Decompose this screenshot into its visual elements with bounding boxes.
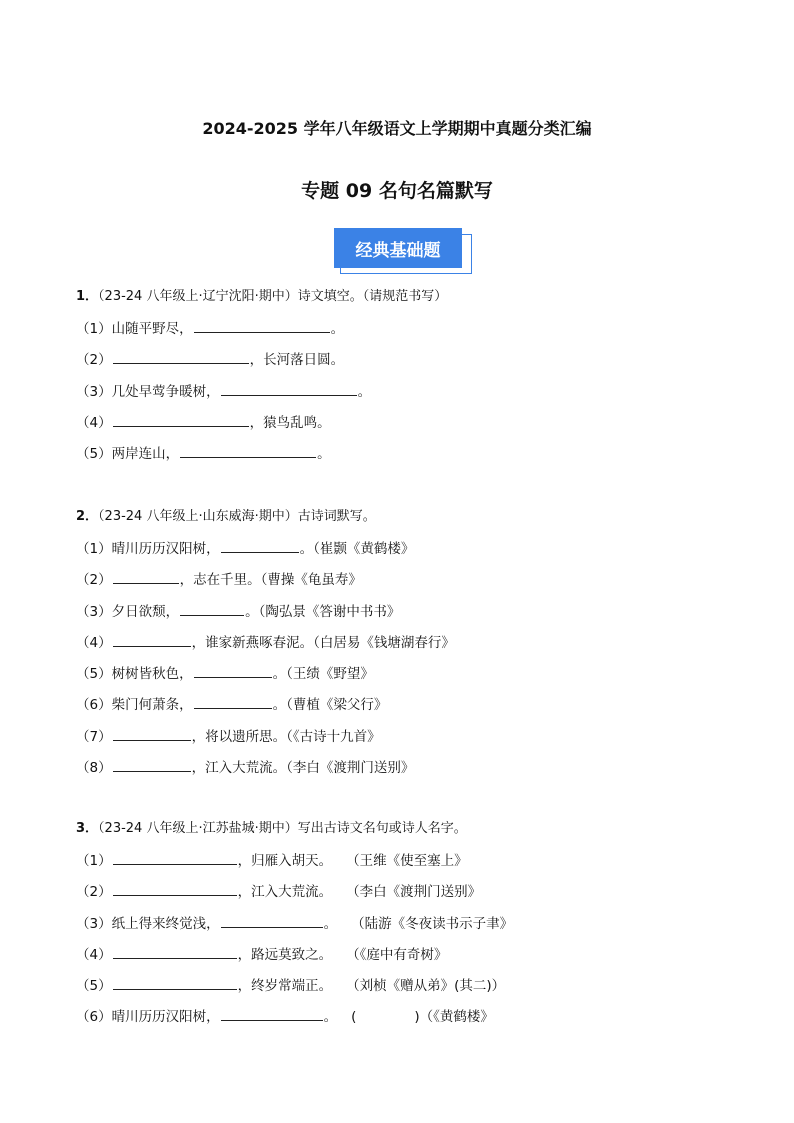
- item-label: （5）: [76, 666, 112, 683]
- question-2: [76, 507, 726, 788]
- answer-blank[interactable]: [113, 349, 249, 364]
- question-number: 3．: [76, 821, 99, 836]
- item-text: 。: [323, 915, 338, 932]
- list-item: [76, 850, 726, 881]
- question-number: 1．: [76, 289, 99, 304]
- list-item: [76, 443, 726, 474]
- item-label: （1）: [76, 853, 112, 869]
- question-title: [76, 507, 726, 527]
- item-source: （李白《渡荆门送别》: [286, 760, 415, 777]
- item-text: 树树皆秋色，: [111, 666, 193, 683]
- question-number: 2．: [76, 509, 99, 524]
- item-source: （曹植《梁父行》: [286, 697, 388, 714]
- item-text: 几处早莺争暖树，: [111, 383, 220, 400]
- item-source: （王维《使至塞上》: [346, 853, 468, 869]
- item-label: （4）: [76, 634, 112, 651]
- item-text: 晴川历历汉阳树，: [111, 1009, 220, 1026]
- list-item: [76, 318, 726, 349]
- list-item: [76, 632, 726, 663]
- list-item: [76, 757, 726, 788]
- item-source: （陶弘景《答谢中书书》: [258, 603, 401, 620]
- list-item: [76, 944, 726, 975]
- answer-blank[interactable]: [113, 944, 237, 959]
- item-text: ，归雁入胡天。: [237, 853, 333, 869]
- item-text: 。: [357, 383, 372, 400]
- badge-label: 经典基础题: [334, 228, 462, 268]
- item-text: 纸上得来终觉浅，: [111, 915, 220, 932]
- item-label: （4）: [76, 946, 112, 963]
- item-label: （2）: [76, 884, 112, 901]
- answer-blank[interactable]: [221, 913, 323, 928]
- item-source: (: [351, 1009, 357, 1026]
- list-item: [76, 412, 726, 443]
- item-source: （《庭中有奇树》: [346, 946, 448, 963]
- item-source: （曹操《龟虽寿》: [260, 572, 362, 589]
- answer-blank[interactable]: [113, 850, 237, 865]
- item-text: 。: [272, 697, 287, 714]
- item-text: ，猿鸟乱鸣。: [249, 414, 331, 431]
- list-item: [76, 569, 726, 600]
- item-text: ，江入大荒流。: [237, 884, 333, 901]
- item-text: 两岸连山，: [111, 446, 180, 463]
- document-title: 2024-2025 学年八年级语文上学期期中真题分类汇编: [202, 119, 592, 138]
- item-source: （刘桢《赠从弟》(其二)）: [346, 978, 506, 995]
- list-item: [76, 349, 726, 380]
- answer-blank[interactable]: [113, 569, 179, 584]
- item-source: （《古诗十九首》: [286, 728, 381, 745]
- answer-blank[interactable]: [180, 601, 244, 616]
- answer-blank[interactable]: [221, 381, 357, 396]
- list-item: [76, 381, 726, 412]
- answer-blank[interactable]: [180, 443, 316, 458]
- item-text: 山随平野尽，: [111, 321, 193, 337]
- item-label: （4）: [76, 414, 112, 431]
- item-text: 。: [317, 446, 331, 463]
- item-source: （崔颢《黄鹤楼》: [313, 541, 415, 557]
- question-1: [76, 287, 726, 474]
- item-label: （3）: [76, 603, 112, 620]
- list-item: [76, 726, 726, 757]
- list-item: [76, 975, 726, 1006]
- item-text: ，终岁常端正。: [237, 978, 333, 995]
- item-label: （6）: [76, 1009, 112, 1026]
- section-badge: [334, 228, 474, 276]
- question-prompt: （23-24 八年级上·江苏盐城·期中）写出古诗文名句或诗人名字。: [98, 821, 467, 836]
- question-title: [76, 287, 726, 307]
- item-source: （白居易《钱塘湖春行》: [313, 634, 455, 651]
- list-item: [76, 881, 726, 912]
- question-3: [76, 819, 726, 1038]
- item-text: 。: [323, 1009, 338, 1026]
- list-item: [76, 1006, 726, 1037]
- list-item: [76, 663, 726, 694]
- item-label: （1）: [76, 541, 112, 557]
- item-source: （王绩《野望》: [286, 666, 374, 683]
- answer-blank[interactable]: [113, 975, 237, 990]
- item-text: 。: [299, 541, 314, 557]
- item-label: （3）: [76, 383, 112, 400]
- topic-title: 专题 09 名句名篇默写: [301, 180, 493, 202]
- item-text: ，长河落日圆。: [249, 352, 345, 369]
- answer-blank[interactable]: [221, 538, 299, 553]
- question-prompt: （23-24 八年级上·山东威海·期中）古诗词默写。: [98, 509, 376, 524]
- answer-blank[interactable]: [113, 412, 249, 427]
- list-item: [76, 913, 726, 944]
- item-text: 夕日欲颓，: [111, 603, 180, 620]
- item-label: （2）: [76, 352, 112, 369]
- question-prompt: （23-24 八年级上·辽宁沈阳·期中）诗文填空。（请规范书写）: [98, 289, 448, 304]
- item-text: 晴川历历汉阳树，: [111, 541, 220, 557]
- answer-blank[interactable]: [113, 881, 237, 896]
- answer-blank[interactable]: [194, 694, 272, 709]
- item-text: 柴门何萧条，: [111, 697, 193, 714]
- item-text: ，江入大荒流。: [191, 760, 287, 777]
- item-source: （李白《渡荆门送别》: [346, 884, 482, 901]
- item-label: （6）: [76, 697, 112, 714]
- answer-blank[interactable]: [113, 726, 191, 741]
- item-source: )（《黄鹤楼》: [414, 1009, 494, 1026]
- list-item: [76, 601, 726, 632]
- item-label: （8）: [76, 760, 112, 777]
- item-label: （1）: [76, 321, 112, 337]
- question-title: [76, 819, 726, 839]
- item-text: 。: [272, 666, 287, 683]
- answer-blank[interactable]: [194, 663, 272, 678]
- list-item: [76, 694, 726, 725]
- item-text: 。: [245, 603, 259, 620]
- item-label: （7）: [76, 728, 112, 745]
- list-item: [76, 538, 726, 569]
- answer-blank[interactable]: [221, 1006, 323, 1021]
- item-text: ，志在千里。: [179, 572, 261, 589]
- answer-blank[interactable]: [113, 632, 191, 647]
- answer-blank[interactable]: [194, 318, 330, 333]
- answer-blank[interactable]: [113, 757, 191, 772]
- item-text: ，谁家新燕啄春泥。: [191, 634, 314, 651]
- item-label: （3）: [76, 915, 112, 932]
- item-text: ，路远莫致之。: [237, 946, 333, 963]
- item-label: （5）: [76, 446, 112, 463]
- item-label: （5）: [76, 978, 112, 995]
- item-source: （陆游《冬夜读书示子聿》: [351, 915, 514, 932]
- item-text: ，将以遗所思。: [191, 728, 287, 745]
- item-label: （2）: [76, 572, 112, 589]
- item-text: 。: [330, 321, 345, 337]
